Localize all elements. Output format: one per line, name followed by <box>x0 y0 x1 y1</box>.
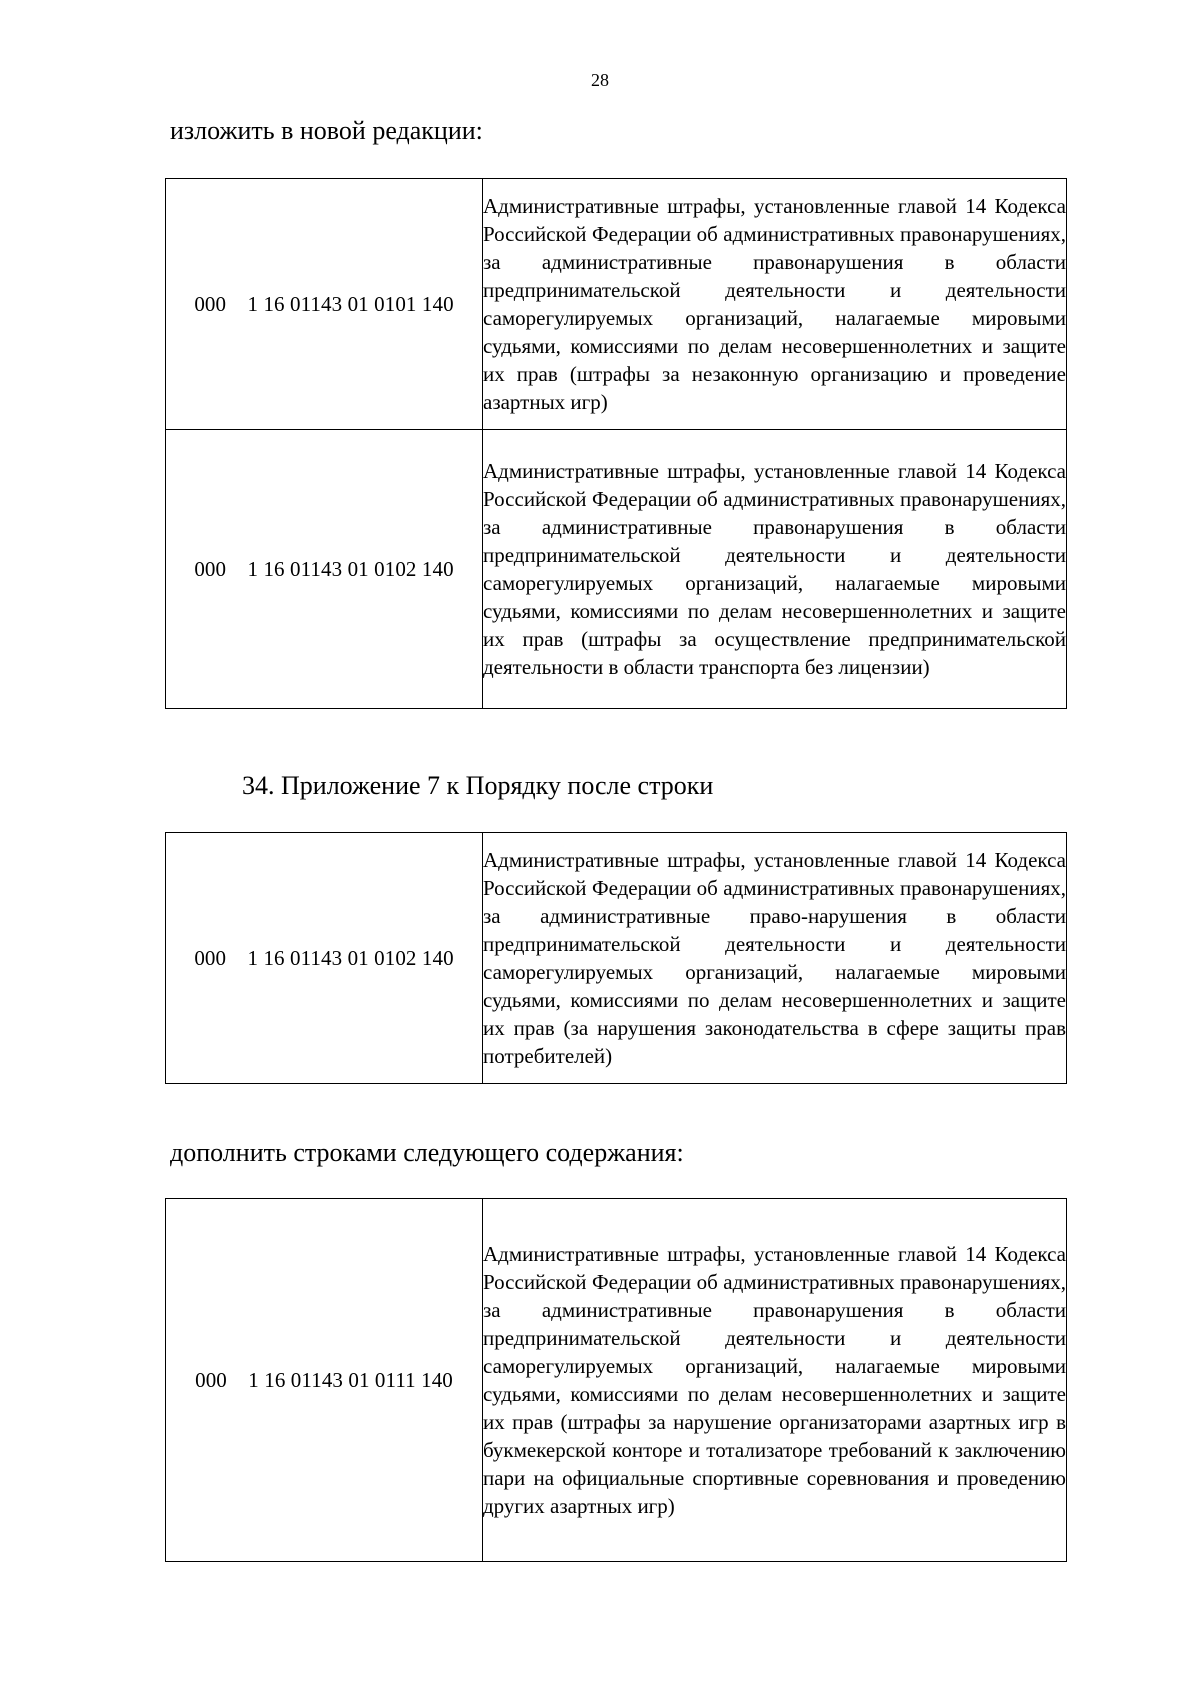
table-row <box>166 1199 1067 1562</box>
table-row <box>166 833 1067 1084</box>
budget-code-cell: 000 1 16 01143 01 0111 140 <box>166 1199 483 1562</box>
description-cell: Административные штрафы, установленные главой 14 Кодекса Российской Федерации об административных правонарушениях, за административные правонарушения в области предпринимательской деятельности и деятельности саморегулируемых организаций, налагаемые мировыми судьями, комиссиями по делам несовершеннолетних и защите их прав (штрафы за незаконную организацию и проведение азартных игр) <box>483 179 1067 430</box>
table-row <box>166 179 1067 430</box>
table-row <box>166 430 1067 709</box>
page-number: 28 <box>591 70 609 90</box>
intro-paragraph-1: изложить в новой редакции: <box>170 116 483 145</box>
section-paragraph-34: 34. Приложение 7 к Порядку после строки <box>242 771 714 800</box>
budget-code-cell: 000 1 16 01143 01 0102 140 <box>166 833 483 1084</box>
codes-table-1 <box>165 178 1067 709</box>
description-cell: Административные штрафы, установленные главой 14 Кодекса Российской Федерации об административных правонарушениях, за административные право-нарушения в области предпринимательской деятельности и деятельности саморегулируемых организаций, налагаемые мировыми судьями, комиссиями по делам несовершеннолетних и защите их прав (за нарушения законодательства в сфере защиты прав потребителей) <box>483 833 1067 1084</box>
intro-paragraph-3: дополнить строками следующего содержания: <box>170 1138 684 1167</box>
codes-table-2 <box>165 832 1067 1084</box>
description-cell: Административные штрафы, установленные главой 14 Кодекса Российской Федерации об административных правонарушениях, за административные правонарушения в области предпринимательской деятельности и деятельности саморегулируемых организаций, налагаемые мировыми судьями, комиссиями по делам несовершеннолетних и защите их прав (штрафы за осуществление предпринимательской деятельности в области транспорта без лицензии) <box>483 430 1067 709</box>
codes-table-3 <box>165 1198 1067 1562</box>
description-cell: Административные штрафы, установленные главой 14 Кодекса Российской Федерации об административных правонарушениях, за административные правонарушения в области предпринимательской деятельности и деятельности саморегулируемых организаций, налагаемые мировыми судьями, комиссиями по делам несовершеннолетних и защите их прав (штрафы за нарушение организаторами азартных игр в букмекерской конторе и тотализаторе требований к заключению пари на официальные спортивные соревнования и проведению других азартных игр) <box>483 1199 1067 1562</box>
budget-code-cell: 000 1 16 01143 01 0101 140 <box>166 179 483 430</box>
budget-code-cell: 000 1 16 01143 01 0102 140 <box>166 430 483 709</box>
